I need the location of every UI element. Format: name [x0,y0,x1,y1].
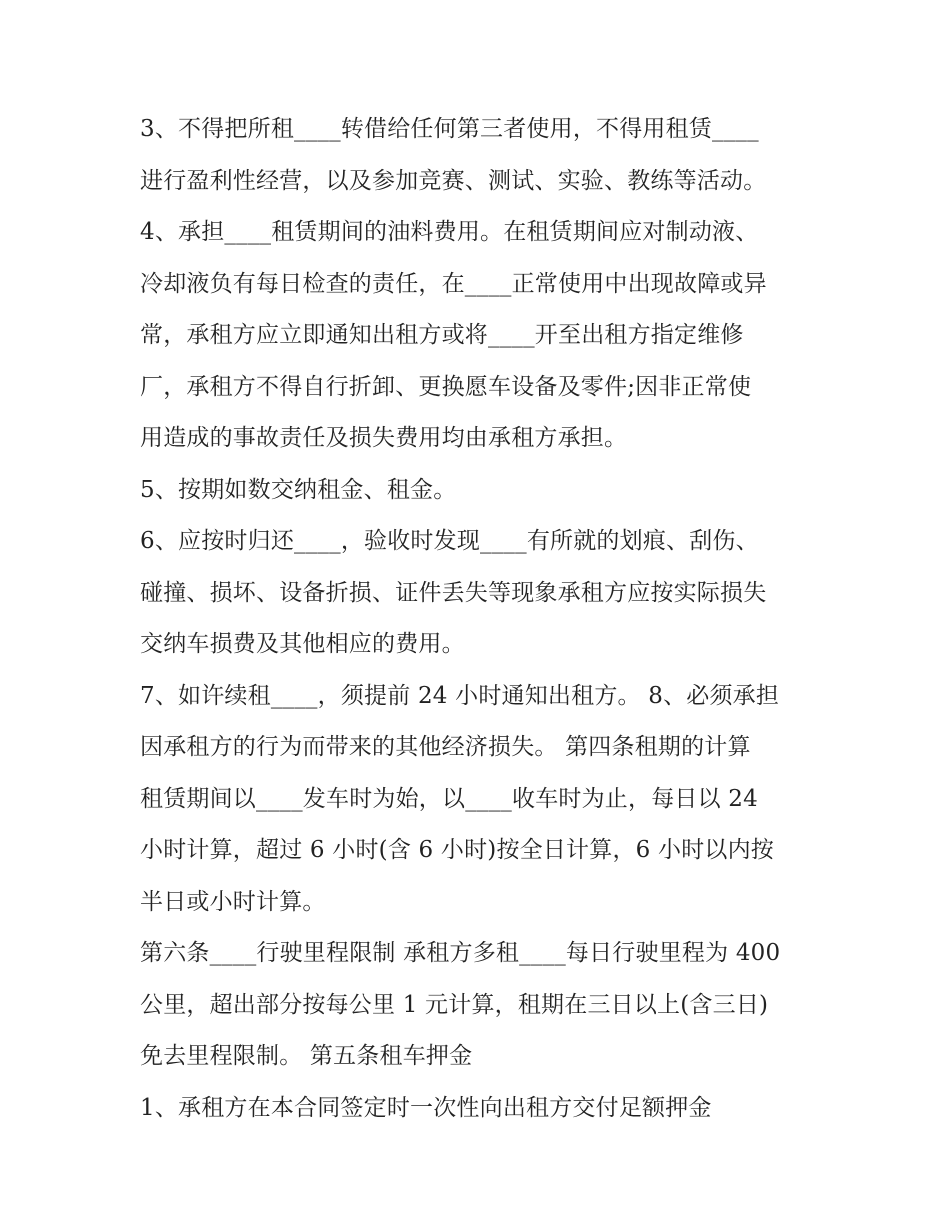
text-line-8: 5、按期如数交纳租金、租金。 [140,476,457,503]
text-line-6: 厂，承租方不得自行折卸、更换愿车设备及零件;因非正常使 [140,373,752,400]
text-line-1: 3、不得把所租____转借给任何第三者使用，不得用租赁____ [140,116,759,142]
text-line-19: 免去里程限制。 第五条租车押金 [140,1043,473,1069]
text-line-20: 1、承租方在本合同签定时一次性向出租方交付足额押金 [140,1094,712,1121]
text-line-12: 7、如许续租____，须提前 24 小时通知出租方。 8、必须承担 [140,682,780,709]
text-line-17: 第六条____行驶里程限制 承租方多租____每日行驶里程为 400 [140,940,781,966]
text-line-4: 冷却液负有每日检查的责任，在____正常使用中出现故障或异 [140,270,767,297]
text-line-14: 租赁期间以____发车时为始，以____收车时为止，每日以 24 [140,785,758,812]
text-line-15: 小时计算，超过 6 小时(含 6 小时)按全日计算，6 小时以内按 [140,837,775,863]
text-line-18: 公里，超出部分按每公里 1 元计算，租期在三日以上(含三日) [140,991,769,1018]
text-line-7: 用造成的事故责任及损失费用均由承租方承担。 [140,425,628,451]
text-line-3: 4、承担____租赁期间的油料费用。在租赁期间应对制动液、 [140,219,759,245]
text-line-11: 交纳车损费及其他相应的费用。 [140,631,465,657]
text-line-2: 进行盈利性经营，以及参加竞赛、测试、实验、教练等活动。 [140,167,767,194]
text-line-16: 半日或小时计算。 [140,888,326,915]
text-line-13: 因承租方的行为而带来的其他经济损失。 第四条租期的计算 [140,734,751,760]
text-line-5: 常，承租方应立即通知出租方或将____开至出租方指定维修 [140,322,744,348]
text-line-9: 6、应按时归还____，验收时发现____有所就的划痕、刮伤、 [140,528,759,554]
document-body [140,104,820,1134]
text-line-10: 碰撞、损坏、设备折损、证件丢失等现象承租方应按实际损失 [140,579,767,606]
